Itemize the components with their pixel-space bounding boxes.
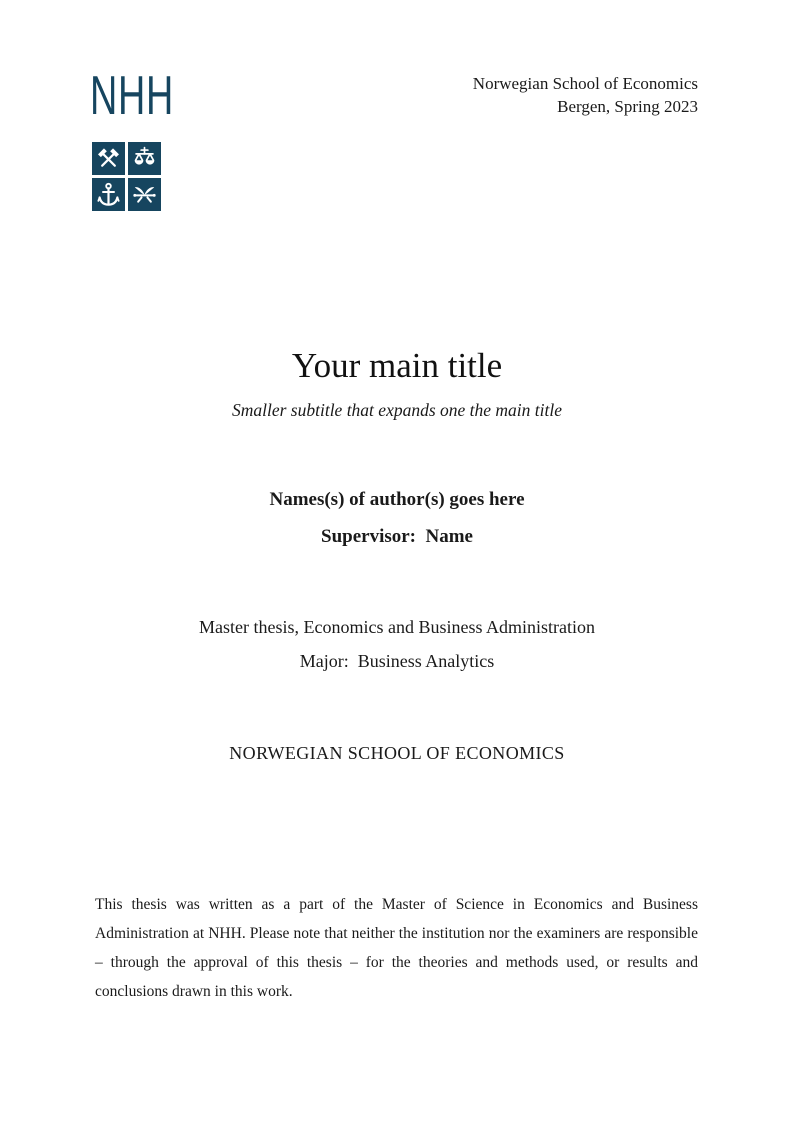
nhh-logo	[90, 64, 180, 127]
nhh-emblem-grid	[92, 142, 161, 211]
school-name-line: NORWEGIAN SCHOOL OF ECONOMICS	[229, 743, 565, 763]
anchor-icon	[92, 178, 125, 211]
authors-line: Names(s) of author(s) goes here	[269, 489, 525, 510]
header-institution: Norwegian School of Economics	[472, 74, 698, 93]
header-place-term: Bergen, Spring 2023	[557, 97, 698, 116]
header-text	[473, 72, 698, 118]
authors-block	[0, 488, 794, 549]
supervisor-line: Supervisor: Name	[321, 526, 473, 547]
program-line: Master thesis, Economics and Business Administration	[199, 617, 595, 637]
caduceus-icon	[128, 178, 161, 211]
subtitle: Smaller subtitle that expands one the main title	[231, 400, 563, 420]
disclaimer-paragraph: This thesis was written as a part of the Master of Science in Economics and Business Administration at NHH. Please note that neither the institution nor the examiners are responsible – through the approval of this thesis – for the theories and methods used, or results and conclusions drawn in this work.	[95, 896, 698, 1000]
crossed-hammers-icon	[92, 142, 125, 175]
nhh-wordmark: NHH	[90, 64, 174, 127]
main-title: Your main title	[291, 346, 503, 385]
major-line: Major: Business Analytics	[299, 651, 495, 671]
scales-icon	[128, 142, 161, 175]
program-block	[0, 615, 794, 673]
